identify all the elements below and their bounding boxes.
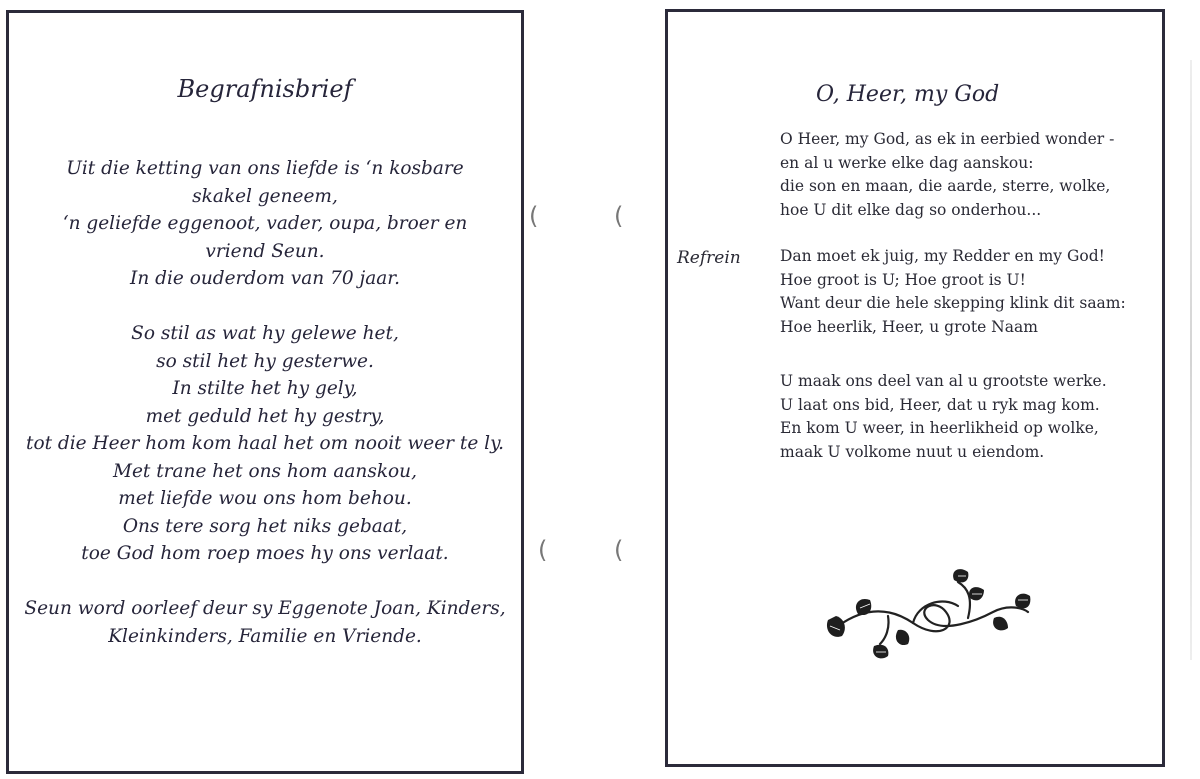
poem-line: Kleinkinders, Familie en Vriende. — [108, 625, 422, 647]
poem-line: Ons tere sorg het niks gebaat, — [122, 515, 408, 537]
hymn-stanza-1 — [780, 128, 1114, 222]
poem-line: toe God hom roep moes hy ons verlaat. — [81, 543, 449, 564]
poem-line: Seun word oorleef deur sy Eggenote Joan, Kinders, — [24, 598, 506, 619]
poem-line: In die ouderdom van 70 jaar. — [130, 268, 400, 289]
leaf-vine-ornament — [818, 568, 1038, 663]
poem-line: so stil het hy gesterwe. — [156, 350, 374, 372]
refrein-label: Refrein — [677, 248, 741, 268]
hymn-line: U laat ons bid, Heer, dat u ryk mag kom. — [780, 395, 1100, 414]
stanza-break — [9, 293, 521, 321]
memorial-poem — [9, 155, 521, 650]
binder-ring-mark: ( — [614, 536, 624, 564]
hymn-refrain — [780, 245, 1126, 339]
poem-line: skakel geneem, — [192, 185, 338, 207]
hymn-line: maak U volkome nuut u eiendom. — [780, 442, 1045, 461]
hymn-stanza-2 — [780, 370, 1107, 464]
poem-line: Met trane het ons hom aanskou, — [113, 460, 417, 482]
hymn-line: Dan moet ek juig, my Redder en my God! — [780, 247, 1105, 265]
hymn-line: Hoe heerlik, Heer, u grote Naam — [780, 317, 1038, 336]
binder-ring-mark: ( — [614, 202, 624, 230]
poem-line: tot die Heer hom kom haal het om nooit weer te ly. — [26, 433, 504, 454]
hymn-title: O, Heer, my God — [816, 82, 1000, 107]
poem-line: met geduld het hy gestry, — [145, 405, 385, 427]
hymn-line: hoe U dit elke dag so onderhou... — [780, 200, 1042, 219]
poem-line: Uit die ketting van ons liefde is ‘n kosbare — [66, 158, 464, 179]
poem-line: met liefde wou ons hom behou. — [118, 488, 412, 509]
hymn-line: die son en maan, die aarde, sterre, wolke, — [780, 177, 1111, 195]
poem-line: ‘n geliefde eggenoot, vader, oupa, broer en — [62, 213, 468, 234]
poem-line: So stil as wat hy gelewe het, — [131, 323, 399, 344]
poem-line: In stilte het hy gely, — [172, 378, 358, 399]
stanza-break — [9, 568, 521, 596]
hymn-line: Want deur die hele skepping klink dit saam: — [780, 294, 1126, 312]
hymn-line: Hoe groot is U; Hoe groot is U! — [780, 270, 1026, 289]
page-edge-shadow — [1190, 60, 1192, 660]
hymn-line: En kom U weer, in heerlikheid op wolke, — [780, 419, 1099, 437]
poem-line: vriend Seun. — [205, 240, 325, 262]
left-page — [6, 10, 524, 774]
hymn-line: U maak ons deel van al u grootste werke. — [780, 372, 1107, 390]
right-page — [665, 9, 1165, 767]
hymn-line: O Heer, my God, as ek in eerbied wonder - — [780, 130, 1115, 148]
binder-ring-mark: ( — [529, 202, 539, 230]
hymn-line: en al u werke elke dag aanskou: — [780, 153, 1034, 172]
binder-ring-mark: ( — [538, 536, 548, 564]
left-page-title: Begrafnisbrief — [177, 75, 353, 103]
